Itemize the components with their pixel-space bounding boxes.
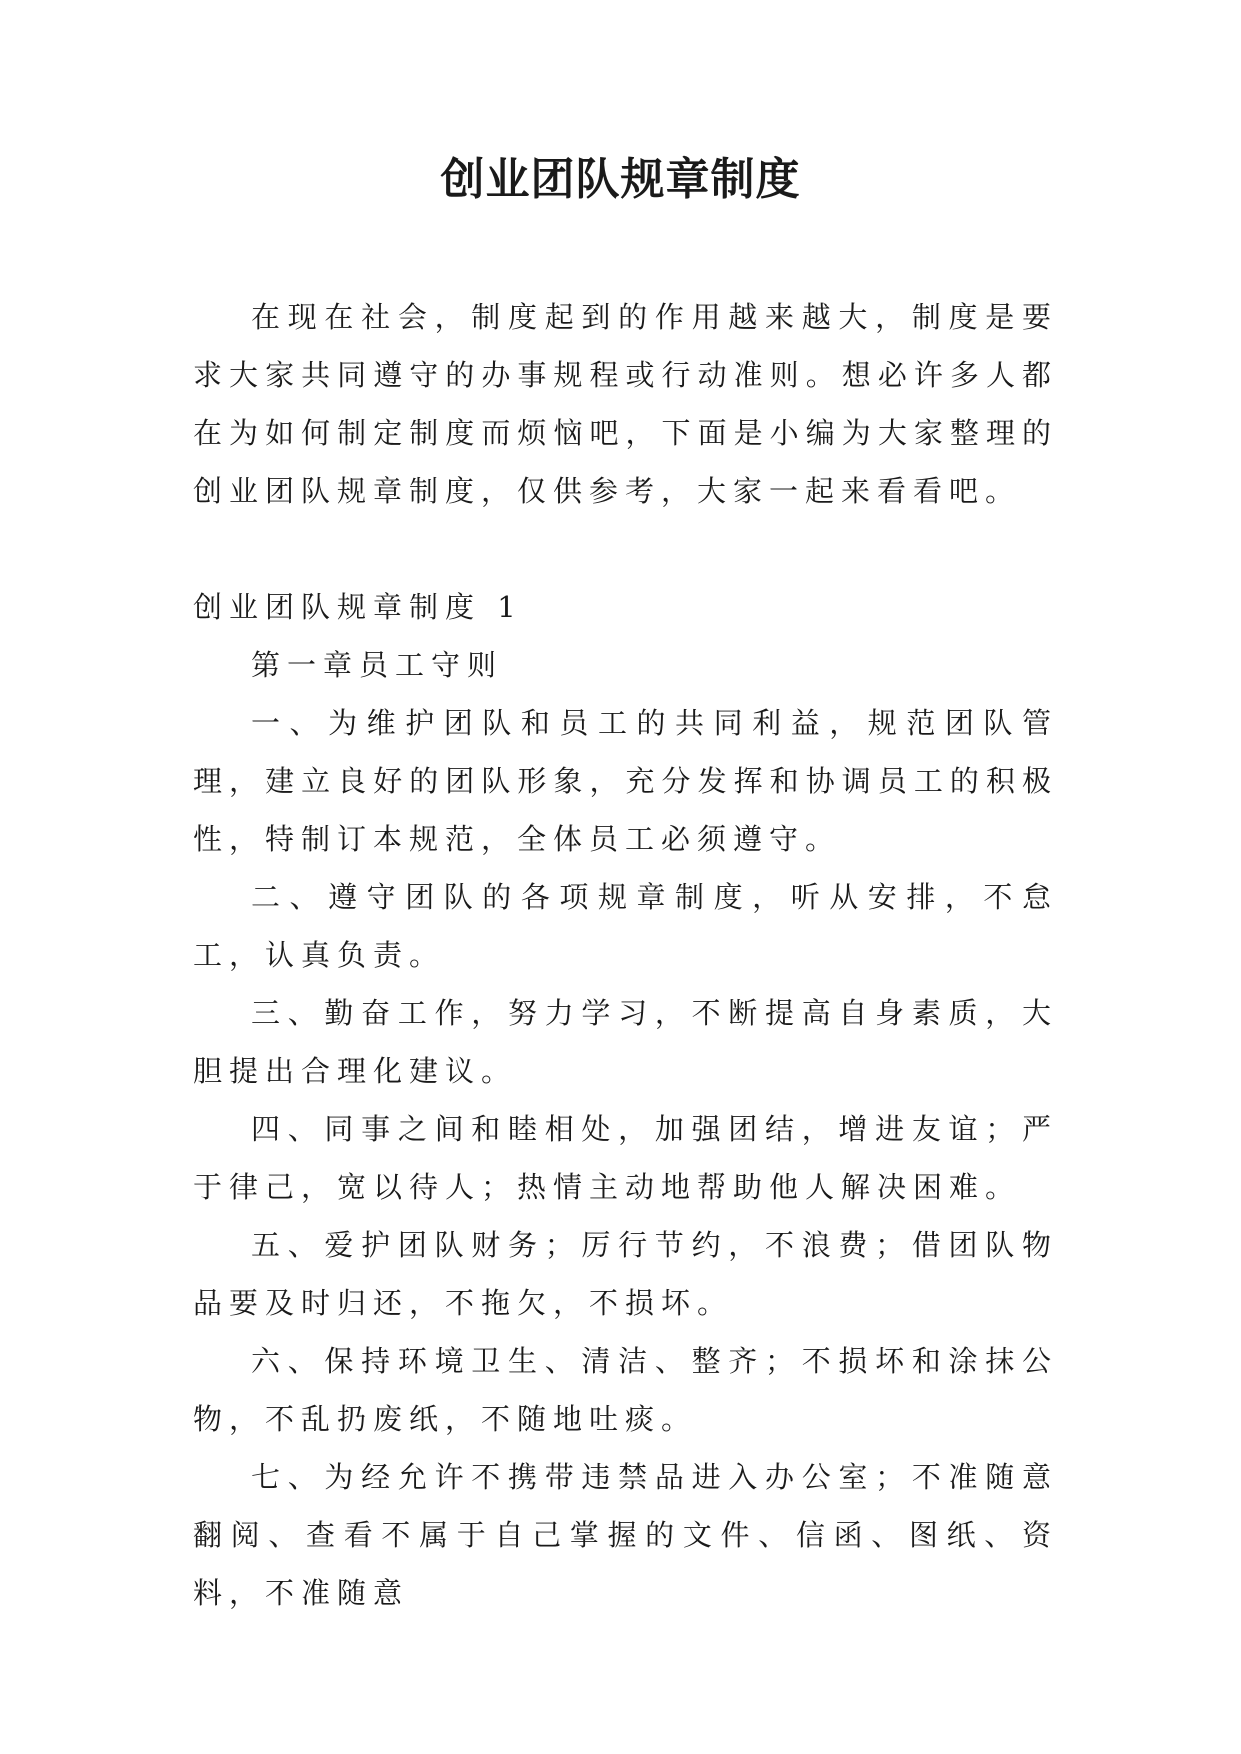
spacer xyxy=(193,520,1058,578)
rule-paragraph-3: 三、勤奋工作，努力学习，不断提高自身素质，大胆提出合理化建议。 xyxy=(193,996,1058,1088)
rule-paragraph-7: 七、为经允许不携带违禁品进入办公室；不准随意翻阅、查看不属于自己掌握的文件、信函、图纸、资料，不准随意 xyxy=(193,1460,1058,1610)
rule-paragraph-4: 四、同事之间和睦相处，加强团结，增进友谊；严于律己，宽以待人；热情主动地帮助他人解决困难。 xyxy=(193,1112,1058,1204)
rule-paragraph-6: 六、保持环境卫生、清洁、整齐；不损坏和涂抹公物，不乱扔废纸，不随地吐痰。 xyxy=(193,1344,1058,1436)
rule-paragraph-5: 五、爱护团队财务；厉行节约，不浪费；借团队物品要及时归还，不拖欠，不损坏。 xyxy=(193,1228,1058,1320)
intro-paragraph: 在现在社会，制度起到的作用越来越大，制度是要求大家共同遵守的办事规程或行动准则。想必许多人都在为如何制定制度而烦恼吧，下面是小编为大家整理的创业团队规章制度，仅供参考，大家一起来看看吧。 xyxy=(193,300,1058,508)
chapter-heading: 第一章员工守则 xyxy=(251,648,504,682)
rule-paragraph-1: 一、为维护团队和员工的共同利益，规范团队管理，建立良好的团队形象，充分发挥和协调员工的积极性，特制订本规范，全体员工必须遵守。 xyxy=(193,706,1058,856)
rule-paragraph-2: 二、遵守团队的各项规章制度，听从安排，不怠工，认真负责。 xyxy=(193,880,1058,972)
document-title: 创业团队规章制度 xyxy=(440,154,801,205)
document-body xyxy=(193,288,1058,1622)
section-heading: 创业团队规章制度 1 xyxy=(193,590,523,624)
